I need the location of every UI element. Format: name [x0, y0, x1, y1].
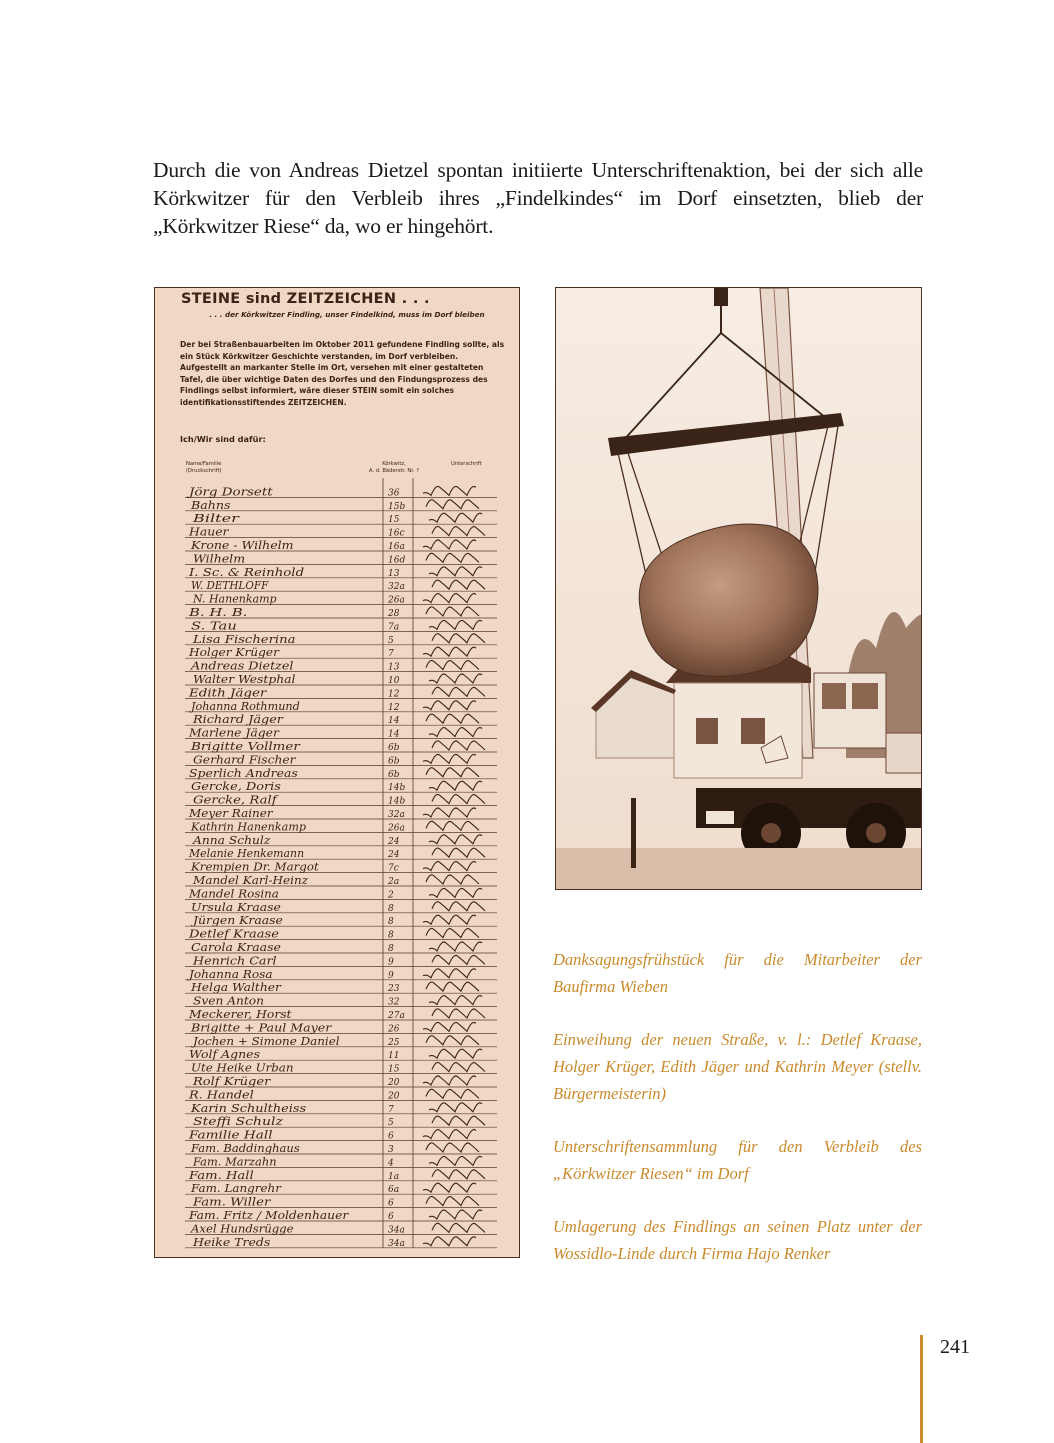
- signature-name: Wilhelm: [193, 551, 246, 566]
- signature-house-number: 12: [388, 689, 400, 700]
- signature-house-number: 12: [388, 702, 400, 713]
- signature-scribble: [432, 1116, 485, 1125]
- signature-house-number: 20: [388, 1091, 400, 1102]
- signature-name: Gerhard Fischer: [193, 752, 298, 767]
- signature-name: Familie Hall: [187, 1127, 273, 1142]
- signature-name: Jochen + Simone Daniel: [190, 1033, 340, 1048]
- signature-name: Holger Krüger: [187, 645, 281, 660]
- signature-scribble: [426, 553, 479, 562]
- signature-name: Axel Hundsrügge: [189, 1221, 294, 1236]
- signature-name: Brigitte + Paul Mayer: [189, 1020, 333, 1035]
- signature-scribble: [432, 902, 485, 911]
- signature-scribble: [432, 1223, 485, 1232]
- signature-house-number: 8: [388, 917, 394, 928]
- signature-house-number: 7: [388, 649, 394, 660]
- signature-scribble: [423, 540, 476, 549]
- signature-name: N. Hanenkamp: [192, 591, 278, 606]
- signature-scribble: [423, 1022, 476, 1031]
- signature-scribble: [432, 634, 485, 643]
- caption-3: Unterschriftensammlung für den Verbleib des „Körkwitzer Riesen“ im Dorf: [553, 1137, 922, 1183]
- signature-scribble: [432, 741, 485, 750]
- signature-scribble: [423, 486, 476, 495]
- signature-house-number: 8: [388, 944, 394, 954]
- signature-name: Walter Westphal: [193, 672, 296, 686]
- signature-name: Helga Walther: [189, 980, 283, 995]
- signature-name: Ursula Kraase: [191, 899, 282, 914]
- signature-house-number: 13: [388, 662, 400, 673]
- signature-name: Meckerer, Horst: [187, 1007, 292, 1021]
- signature-list: [155, 288, 520, 1258]
- signature-name: Fam. Baddinghaus: [189, 1141, 300, 1155]
- signature-scribble: [429, 1156, 482, 1165]
- signature-house-number: 2a: [388, 877, 400, 887]
- signature-scribble: [429, 835, 482, 844]
- column-header-address: Körkwitz, A. d. Bäderstr. Nr. ?: [369, 461, 419, 474]
- signature-house-number: 27a: [388, 1011, 405, 1021]
- signature-name: Meyer Rainer: [187, 806, 275, 820]
- sheet-title: STEINE sind ZEITZEICHEN . . .: [181, 291, 430, 307]
- caption-1: Danksagungsfrühstück für die Mitarbeiter der Baufirma Wieben: [553, 950, 922, 996]
- signature-scribble: [432, 687, 485, 696]
- signature-scribble: [432, 1062, 485, 1071]
- signature-name: S. Tau: [191, 618, 237, 633]
- signature-name: Hauer: [187, 524, 231, 539]
- signature-scribble: [426, 768, 479, 777]
- signature-name: Kathrin Hanenkamp: [190, 819, 307, 834]
- signature-name: Mandel Karl-Heinz: [191, 873, 310, 887]
- sheet-for-label: Ich/Wir sind dafür:: [180, 434, 266, 444]
- signature-scribble: [423, 754, 476, 763]
- signature-house-number: 5: [388, 1118, 394, 1129]
- signature-name: Brigitte Vollmer: [189, 739, 302, 753]
- signature-house-number: 11: [388, 1051, 400, 1062]
- signature-house-number: 6b: [388, 756, 400, 767]
- signature-house-number: 23: [388, 984, 400, 995]
- signature-scribble: [426, 1143, 479, 1152]
- signature-house-number: 16a: [388, 542, 405, 552]
- signature-house-number: 26a: [388, 823, 405, 834]
- signature-name: Johanna Rosa: [186, 966, 273, 981]
- signature-scribble: [423, 969, 476, 978]
- signature-house-number: 20: [388, 1078, 400, 1088]
- signature-scribble: [423, 862, 476, 871]
- signature-name: Rolf Krüger: [191, 1074, 272, 1088]
- signature-house-number: 7a: [388, 622, 400, 633]
- caption-4: Umlagerung des Findlings an seinen Platz unter der Wossidlo-Linde durch Firma Hajo Renker: [553, 1217, 922, 1263]
- signature-house-number: 9: [388, 970, 394, 981]
- boulder-crane-photo: [555, 287, 922, 890]
- signature-house-number: 10: [388, 676, 400, 686]
- signature-name: Melanie Henkemann: [188, 846, 305, 861]
- signature-house-number: 6b: [388, 769, 400, 780]
- column-header-name: Name/Familie (Druckschrift): [186, 461, 222, 474]
- signature-house-number: 6b: [388, 743, 400, 753]
- signature-house-number: 8: [388, 930, 394, 941]
- signature-name: Heike Treds: [191, 1234, 271, 1249]
- signature-house-number: 14b: [388, 796, 406, 807]
- signature-scribble: [429, 1210, 482, 1219]
- signature-scribble: [423, 1183, 476, 1192]
- signature-house-number: 28: [388, 609, 400, 619]
- signature-name: Johanna Rothmund: [189, 698, 300, 713]
- signature-house-number: 32a: [388, 810, 405, 820]
- signature-scribble: [423, 1076, 476, 1085]
- signature-scribble: [426, 660, 479, 669]
- signature-scribble: [423, 1237, 476, 1246]
- signature-scribble: [426, 714, 479, 723]
- signature-house-number: 32a: [388, 582, 405, 593]
- signature-house-number: 6: [388, 1212, 394, 1222]
- signature-scribble: [426, 1089, 479, 1098]
- signature-house-number: 4: [388, 1158, 394, 1169]
- page-number-rule: [920, 1335, 923, 1443]
- signature-sheet: [154, 287, 520, 1258]
- signature-house-number: 14: [388, 716, 400, 727]
- signature-scribble: [429, 620, 482, 629]
- signature-name: Jürgen Kraase: [190, 913, 284, 928]
- signature-name: Steffi Schulz: [193, 1114, 285, 1129]
- signature-house-number: 2: [388, 890, 394, 901]
- signature-scribble: [423, 1130, 476, 1139]
- signature-house-number: 1a: [388, 1171, 400, 1182]
- signature-house-number: 13: [388, 568, 400, 579]
- signature-name: Lisa Fischerina: [191, 631, 296, 646]
- signature-house-number: 25: [388, 1037, 400, 1048]
- signature-name: Edith Jäger: [187, 685, 269, 700]
- signature-scribble: [426, 928, 479, 937]
- signature-name: Richard Jäger: [191, 712, 285, 727]
- signature-name: Bilter: [191, 511, 241, 526]
- signature-scribble: [423, 915, 476, 924]
- sheet-subtitle: . . . der Körkwitzer Findling, unser Findelkind, muss im Dorf bleiben: [209, 310, 485, 319]
- signature-name: Wolf Agnes: [189, 1047, 261, 1062]
- signature-scribble: [429, 1049, 482, 1058]
- signature-house-number: 34a: [388, 1225, 405, 1236]
- intro-paragraph: Durch die von Andreas Dietzel spontan initiierte Unterschriftenaktion, bei der sich alle Körkwitzer für den Verbleib ihres „Findelkindes“ im Dorf einsetzten, blieb der „Körkwitzer Riese“ da, wo er hingehört.: [153, 158, 923, 238]
- signature-scribble: [426, 1196, 479, 1205]
- signature-name: Krempien Dr. Margot: [189, 859, 320, 874]
- signature-house-number: 15b: [388, 501, 406, 512]
- signature-scribble: [423, 701, 476, 710]
- signature-name: Henrich Carl: [191, 953, 277, 968]
- signature-house-number: 34a: [388, 1238, 405, 1249]
- signature-name: Gercke, Ralf: [193, 792, 279, 807]
- signature-name: Jörg Dorsett: [186, 484, 274, 499]
- signature-scribble: [423, 647, 476, 656]
- signature-scribble: [429, 728, 482, 737]
- signature-house-number: 6: [388, 1198, 394, 1209]
- signature-scribble: [426, 982, 479, 991]
- signature-name: Gercke, Doris: [191, 779, 281, 794]
- column-header-signature: Unterschrift: [451, 461, 482, 467]
- signature-scribble: [432, 526, 485, 535]
- signature-name: Fam. Marzahn: [192, 1154, 277, 1169]
- page-number: 241: [940, 1336, 970, 1358]
- signature-house-number: 26: [388, 1024, 400, 1035]
- signature-house-number: 26a: [388, 595, 405, 606]
- signature-scribble: [432, 848, 485, 857]
- signature-house-number: 24: [388, 836, 400, 847]
- caption-list: [553, 946, 922, 1293]
- signature-name: R. Handel: [187, 1087, 255, 1102]
- signature-name: Sven Anton: [193, 993, 264, 1008]
- signature-name: Bahns: [189, 497, 231, 512]
- signature-scribble: [426, 500, 479, 509]
- signature-house-number: 6: [388, 1131, 394, 1142]
- signature-scribble: [432, 580, 485, 589]
- signature-house-number: 24: [388, 850, 400, 861]
- signature-name: Carola Kraase: [191, 940, 282, 954]
- signature-scribble: [432, 1009, 485, 1018]
- signature-scribble: [432, 1170, 485, 1179]
- signature-name: Sperlich Andreas: [189, 765, 298, 780]
- signature-scribble: [426, 1036, 479, 1045]
- signature-name: Marlene Jäger: [187, 725, 281, 740]
- signature-scribble: [423, 808, 476, 817]
- signature-house-number: 16c: [388, 528, 405, 539]
- signature-name: Karin Schultheiss: [189, 1100, 307, 1115]
- signature-house-number: 36: [388, 488, 400, 499]
- signature-scribble: [426, 607, 479, 616]
- crane-illustration: [556, 288, 922, 890]
- signature-house-number: 7c: [388, 863, 399, 874]
- signature-house-number: 9: [388, 957, 394, 968]
- signature-name: Fam. Hall: [187, 1167, 255, 1182]
- signature-scribble: [432, 955, 485, 964]
- signature-name: Ute Heike Urban: [191, 1060, 294, 1075]
- signature-house-number: 14b: [388, 783, 406, 794]
- signature-name: Fam. Fritz / Moldenhauer: [187, 1208, 350, 1222]
- signature-name: Anna Schulz: [191, 832, 272, 847]
- signature-name: W. DETHLOFF: [191, 578, 270, 593]
- signature-name: Fam. Willer: [191, 1194, 273, 1209]
- signature-house-number: 5: [388, 635, 394, 646]
- signature-scribble: [429, 674, 482, 683]
- signature-house-number: 32: [388, 997, 400, 1008]
- signature-scribble: [429, 996, 482, 1005]
- sheet-paragraph: Der bei Straßenbauarbeiten im Oktober 2011 gefundene Findling sollte, als ein Stück Körkwitzer Geschichte verstanden, im Dorf verbleiben. Aufgestellt an markanter Stelle im Ort, versehen mit einer gestalteten Tafel, die über wichtige Daten des Dorfes und den Findungsprozess des Findlings selbst informiert, wäre dieser STEIN somit ein solches identifikationsstiftendes ZEITZEICHEN.: [180, 340, 505, 407]
- signature-scribble: [429, 781, 482, 790]
- signature-house-number: 15: [388, 1064, 400, 1075]
- signature-scribble: [429, 1103, 482, 1112]
- signature-scribble: [429, 942, 482, 951]
- signature-name: Andreas Dietzel: [189, 658, 294, 673]
- caption-2: Einweihung der neuen Straße, v. l.: Detlef Kraase, Holger Krüger, Edith Jäger und Kathrin Meyer (stellv. Bürgermeisterin): [553, 1030, 922, 1103]
- signature-house-number: 7: [388, 1104, 394, 1115]
- signature-scribble: [432, 794, 485, 803]
- signature-house-number: 8: [388, 903, 394, 914]
- signature-name: Krone - Wilhelm: [189, 538, 294, 552]
- signature-house-number: 16d: [388, 555, 406, 566]
- signature-name: Detlef Kraase: [187, 926, 280, 941]
- signature-name: Mandel Rosina: [187, 886, 280, 901]
- signature-scribble: [426, 875, 479, 884]
- signature-scribble: [423, 594, 476, 603]
- signature-scribble: [426, 821, 479, 830]
- signature-house-number: 6a: [388, 1185, 400, 1196]
- signature-name: B. H. B.: [187, 605, 248, 619]
- signature-scribble: [429, 567, 482, 576]
- signature-house-number: 14: [388, 729, 400, 740]
- signature-name: Fam. Langrehr: [189, 1181, 283, 1196]
- signature-house-number: 3: [388, 1145, 394, 1155]
- signature-house-number: 15: [388, 515, 400, 526]
- signature-scribble: [429, 888, 482, 897]
- signature-name: I. Sc. & Reinhold: [187, 564, 305, 579]
- signature-scribble: [429, 513, 482, 522]
